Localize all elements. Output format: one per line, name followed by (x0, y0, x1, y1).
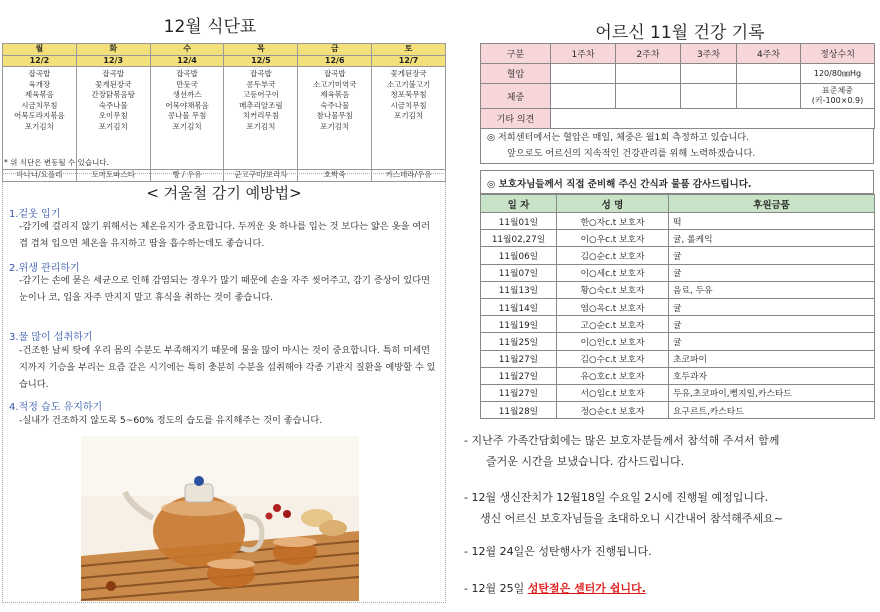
menu-day: 금 (298, 44, 372, 56)
menu-snack: 호박죽 (298, 170, 372, 182)
health-cell (737, 64, 801, 84)
tip-body: -감기는 손에 묻은 세균으로 인해 감염되는 경우가 많기 때문에 손을 자주 씻어주고, 감기 증상이 있다면 눈이나 코, 입을 자주 만지지 말고 휴식을 취하는 것이 좋습니다. (19, 275, 431, 303)
thanks-name: 김○수c.t 보호자 (557, 350, 669, 367)
tip-heading: 3.물 많이 섭취하기 (9, 332, 93, 343)
thanks-row (481, 213, 875, 230)
thanks-name: 황○숙c.t 보호자 (557, 281, 669, 298)
thanks-row (481, 350, 875, 367)
menu-day-row (3, 44, 446, 56)
thanks-name: 이○세c.t 보호자 (557, 264, 669, 281)
menu-item: 포기김치 (320, 121, 350, 131)
menu-item: 치커리무침 (242, 111, 280, 120)
thanks-date: 11월27일 (481, 350, 557, 367)
thanks-header: 성 명 (557, 195, 669, 213)
menu-item: 잡곡밥 (176, 69, 198, 78)
notice-birthday-party (464, 487, 876, 529)
menu-date: 12/5 (224, 55, 298, 67)
thanks-row (481, 281, 875, 298)
menu-date-row (3, 55, 446, 67)
thanks-table (480, 194, 875, 419)
thanks-name: 김○순c.t 보호자 (557, 247, 669, 264)
menu-item: 숙주나물 (320, 100, 350, 110)
thanks-row (481, 230, 875, 247)
thanks-header-row (481, 195, 875, 213)
cold-prevention-box (2, 173, 446, 603)
tip-body: -건조한 날씨 탓에 우리 몸의 수분도 부족해지기 때문에 물을 많이 마시는 것이 중요합니다. 특히 미세먼지까지 기승을 부리는 요즘 같은 시기에는 특히 충분히 수분을 섭취해야 각종 기관지 질환을 예방할 수 있습니다. (19, 345, 436, 390)
notice-christmas-event (464, 541, 876, 562)
menu-note: * 위 식단은 변동될 수 있습니다. (4, 158, 109, 167)
tip-heading: 4.적정 습도 유지하기 (9, 402, 103, 413)
thanks-name: 서○임c.t 보호자 (557, 384, 669, 401)
thanks-date: 11월02,27일 (481, 230, 557, 247)
menu-day-items (150, 67, 224, 170)
health-cell (551, 64, 616, 84)
thanks-gift: 귤 (669, 298, 875, 315)
closed-notice-highlight: 성탄절은 센터가 쉽니다. (527, 582, 646, 595)
menu-item: 메추리알조림 (239, 100, 283, 110)
health-header: 구분 (481, 44, 551, 64)
tea-image (81, 436, 359, 601)
thanks-gift: 요구르트,카스타드 (669, 402, 875, 419)
thanks-gift: 귤 (669, 333, 875, 350)
thanks-date: 11월19일 (481, 316, 557, 333)
health-row-label: 체중 (481, 84, 551, 109)
menu-day-items (76, 67, 150, 170)
menu-item: 시금치무침 (390, 100, 427, 110)
health-cell (681, 64, 737, 84)
thanks-date: 11월13일 (481, 281, 557, 298)
menu-snack: 바나나/요플레 (3, 170, 77, 182)
health-note-line: ◎ 저희센터에서는 혈압은 매일, 체중은 월1회 측정하고 있습니다. (487, 132, 750, 143)
health-header: 2주차 (616, 44, 681, 64)
notice-line: - 지난주 가족간담회에는 많은 보호자분들께서 참석해 주셔서 함께 (464, 434, 780, 447)
menu-day: 화 (76, 44, 150, 56)
menu-items-row (3, 67, 446, 170)
notice-line: - 12월 24일은 성탄행사가 진행됩니다. (464, 545, 652, 558)
menu-date: 12/7 (372, 55, 446, 67)
health-row-other (481, 109, 875, 129)
menu-item: 포기김치 (246, 121, 276, 131)
health-header: 정상수치 (801, 44, 875, 64)
menu-item: 소고기불고기 (386, 79, 431, 89)
menu-item: 청포묵무침 (390, 90, 427, 99)
thanks-date: 11월01일 (481, 213, 557, 230)
menu-item: 어묵도라지볶음 (14, 111, 65, 120)
menu-item: 소고기미역국 (312, 79, 357, 89)
menu-date: 12/4 (150, 55, 224, 67)
menu-item: 참나물무침 (316, 111, 353, 120)
health-header: 3주차 (681, 44, 737, 64)
thanks-gift: 음료, 두유 (669, 281, 875, 298)
menu-snack: 토마토파스타 (76, 170, 150, 182)
menu-item: 제육볶음 (320, 90, 350, 99)
menu-day: 월 (3, 44, 77, 56)
tip-body: -실내가 건조하지 않도록 5~60% 정도의 습도를 유지해주는 것이 좋습니다. (19, 415, 323, 426)
thanks-row (481, 247, 875, 264)
thanks-name: 고○순c.t 보호자 (557, 316, 669, 333)
menu-item: 고등어구이 (242, 90, 280, 99)
menu-item: 잡곡밥 (28, 69, 51, 78)
health-cell (681, 84, 737, 109)
menu-snack: 카스테라/우유 (372, 170, 446, 182)
menu-item: 어묵야채볶음 (165, 100, 209, 110)
thanks-name: 이○우c.t 보호자 (557, 230, 669, 247)
thanks-row (481, 298, 875, 315)
menu-item: 꽃게된장국 (95, 79, 132, 89)
notice-line: - 12월 25일 (464, 582, 528, 595)
health-cell (551, 84, 616, 109)
tip-body: -감기에 걸리지 않기 위해서는 체온유지가 중요합니다. 두꺼운 옷 하나를 입는 것 보다는 얇은 옷을 여러겹 겹쳐 입으면 체온을 유지하고 땀을 흡수하는데도 좋습니다. (19, 221, 431, 249)
notice-family-meeting (464, 430, 876, 472)
thanks-date: 11월06일 (481, 247, 557, 264)
health-note (480, 128, 874, 164)
menu-day-items (3, 67, 77, 170)
thanks-date: 11월27일 (481, 367, 557, 384)
health-other-cell (551, 109, 875, 129)
menu-item: 포기김치 (172, 121, 202, 131)
health-note-line: 앞으로도 어르신의 지속적인 건강관리를 위해 노력하겠습니다. (507, 148, 756, 159)
health-row-label: 기타 의견 (481, 109, 551, 129)
health-record-title: 어르신 11월 건강 기록 (595, 23, 765, 43)
menu-day-items (372, 67, 446, 170)
menu-item: 제육볶음 (24, 90, 54, 99)
menu-item: 잡곡밥 (250, 69, 272, 78)
menu-item: 꽃게된장국 (390, 69, 427, 78)
thanks-gift: 두유,초코파이,뻥지일,카스타드 (669, 384, 875, 401)
menu-item: 만둣국 (176, 79, 198, 89)
thanks-date: 11월28일 (481, 402, 557, 419)
menu-day-items (298, 67, 372, 170)
normal-weight-label: 표준체중 (822, 86, 853, 95)
health-header: 1주차 (551, 44, 616, 64)
menu-day: 토 (372, 44, 446, 56)
thanks-header: 후원금품 (669, 195, 875, 213)
menu-snack: 빵 / 우유 (150, 170, 224, 182)
menu-item: 콩두부국 (246, 79, 276, 89)
menu-item: 포기김치 (394, 111, 424, 120)
menu-item: 포기김치 (98, 121, 128, 131)
health-normal-value: 120/80㎜Hg (801, 64, 875, 84)
menu-date: 12/3 (76, 55, 150, 67)
thanks-date: 11월25일 (481, 333, 557, 350)
thanks-header: 일 자 (481, 195, 557, 213)
thanks-date: 11월14일 (481, 298, 557, 315)
health-record-table (480, 43, 875, 129)
menu-snack: 군고구마/보리차 (224, 170, 298, 182)
thanks-name: 염○옥c.t 보호자 (557, 298, 669, 315)
notice-line: 즐거운 시간을 보냈습니다. 감사드립니다. (486, 455, 685, 468)
menu-item: 간장닭볶음탕 (91, 90, 135, 99)
thanks-body (481, 213, 875, 419)
tip-heading: 2.위생 관리하기 (9, 263, 80, 274)
thanks-row (481, 264, 875, 281)
thanks-gift: 귤 (669, 247, 875, 264)
thanks-gift: 초코파이 (669, 350, 875, 367)
tip-heading: 1.겉옷 입기 (9, 209, 61, 220)
notice-line: 생신 어르신 보호자님들을 초대하오니 시간내어 참석해주세요~ (480, 512, 783, 525)
normal-weight-formula: (키-100×0.9) (811, 96, 864, 105)
thanks-name: 정○순c.t 보호자 (557, 402, 669, 419)
thanks-gift: 호두과자 (669, 367, 875, 384)
notice-line: - 12월 생신잔치가 12월18일 수요일 2시에 진행될 예정입니다. (464, 491, 769, 504)
thanks-gift: 귤 (669, 264, 875, 281)
menu-date: 12/6 (298, 55, 372, 67)
health-row-weight (481, 84, 875, 109)
thanks-row (481, 384, 875, 401)
thanks-gift: 떡 (669, 213, 875, 230)
menu-item: 잡곡밥 (102, 69, 125, 78)
thanks-row (481, 367, 875, 384)
health-normal-value (801, 84, 875, 109)
thanks-date: 11월07일 (481, 264, 557, 281)
menu-day: 수 (150, 44, 224, 56)
thanks-gift: 귤, 롤케익 (669, 230, 875, 247)
cold-prevention-title: < 겨울철 감기 예방법> (146, 184, 302, 202)
menu-item: 잡곡밥 (323, 69, 346, 78)
menu-title: 12월 식단표 (163, 17, 257, 37)
thanks-gift: 귤 (669, 316, 875, 333)
health-row-label: 혈압 (481, 64, 551, 84)
thanks-title: ◎ 보호자님들께서 직접 준비해 주신 간식과 물품 감사드립니다. (480, 170, 874, 194)
menu-item: 오이무침 (98, 111, 128, 120)
thanks-row (481, 333, 875, 350)
menu-day-items (224, 67, 298, 170)
menu-item: 생선까스 (172, 90, 202, 99)
menu-item: 포기김치 (24, 121, 54, 131)
menu-day: 목 (224, 44, 298, 56)
health-cell (616, 84, 681, 109)
health-cell (737, 84, 801, 109)
health-header-row (481, 44, 875, 64)
thanks-row (481, 316, 875, 333)
notice-christmas-closed (464, 578, 876, 599)
menu-item: 시금치무침 (21, 100, 58, 110)
thanks-name: 이○인c.t 보호자 (557, 333, 669, 350)
menu-item: 콩나물 무침 (167, 111, 207, 120)
menu-item: 숙주나물 (98, 100, 128, 110)
thanks-box (480, 170, 874, 419)
thanks-name: 유○호c.t 보호자 (557, 367, 669, 384)
menu-date: 12/2 (3, 55, 77, 67)
thanks-row (481, 402, 875, 419)
thanks-name: 한○자c.t 보호자 (557, 213, 669, 230)
health-cell (616, 64, 681, 84)
health-header: 4주차 (737, 44, 801, 64)
menu-item: 육개장 (28, 79, 51, 89)
thanks-date: 11월27일 (481, 384, 557, 401)
health-row-blood-pressure (481, 64, 875, 84)
